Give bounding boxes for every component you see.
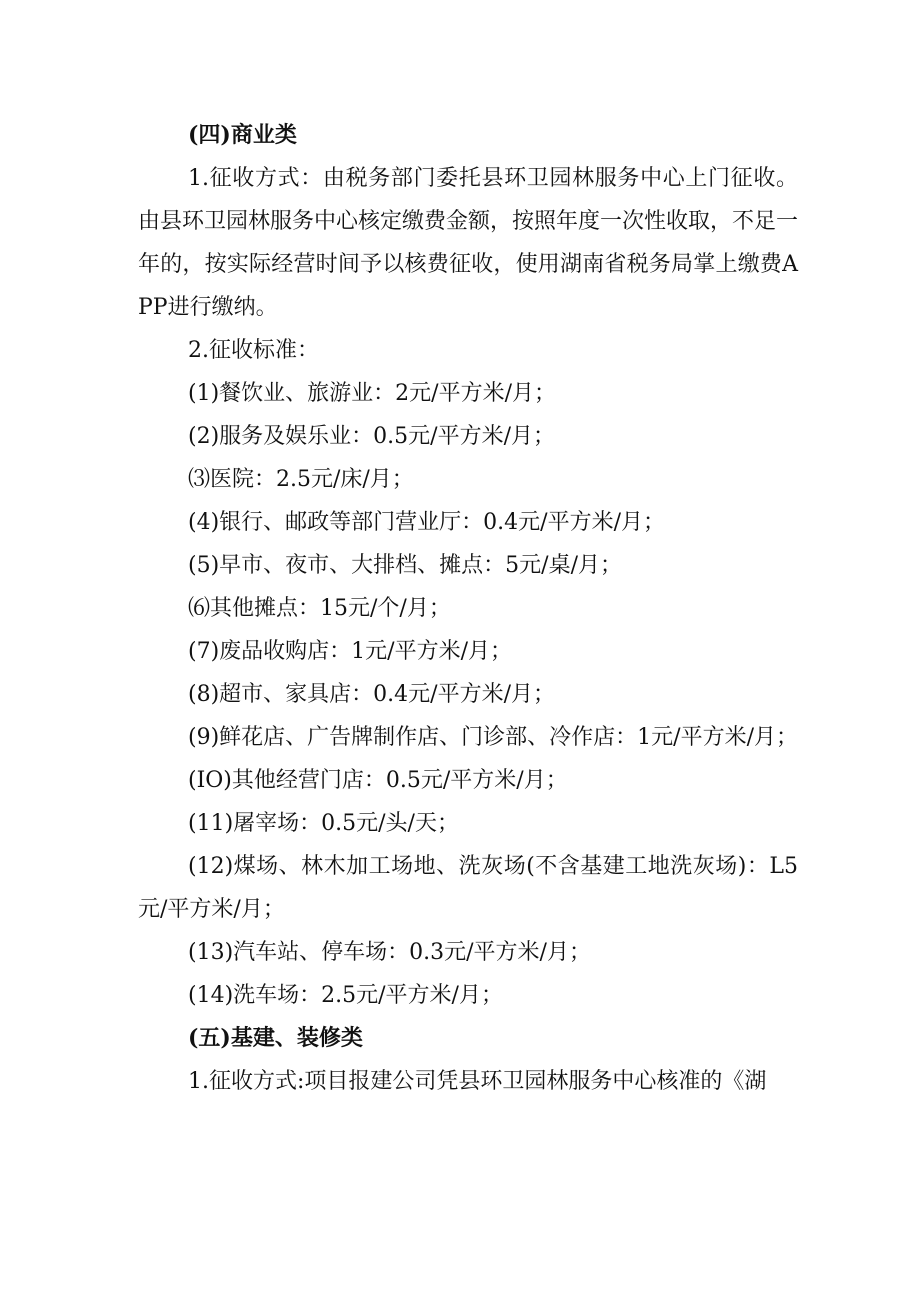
paragraph-collection-method: 1.征收方式：由税务部门委托县环卫园林服务中心上门征收。由县环卫园林服务中心核定缴费金额，按照年度一次性收取，不足一年的，按实际经营时间予以核费征收，使用湖南省税务局掌上缴费APP进行缴纳。 — [138, 166, 799, 320]
section-heading-commercial: (四)商业类 — [188, 122, 297, 148]
list-item-market: (5)早市、夜市、大排档、摊点：5元/桌/月； — [188, 553, 622, 578]
paragraph-construction-method: 1.征收方式:项目报建公司凭县环卫园林服务中心核准的《湖 — [188, 1069, 767, 1094]
list-item-bus-station: (13)汽车站、停车场：0.3元/平方米/月； — [188, 940, 591, 965]
list-item-slaughterhouse: (11)屠宰场：0.5元/头/天； — [188, 811, 459, 836]
list-item-recycling: (7)废品收购店：1元/平方米/月； — [188, 639, 512, 664]
list-item-bank: (4)银行、邮政等部门营业厅：0.4元/平方米/月； — [188, 510, 665, 535]
list-item-supermarket: (8)超市、家具店：0.4元/平方米/月； — [188, 682, 555, 707]
list-item-coal-yard: (12)煤场、林木加工场地、洗灰场(不含基建工地洗灰场)：L5元/平方米/月； — [138, 854, 798, 922]
section-heading-construction: (五)基建、装修类 — [188, 1025, 363, 1051]
list-item-other-stores: (IO)其他经营门店：0.5元/平方米/月； — [188, 768, 568, 793]
list-item-hospital: ⑶医院：2.5元/床/月； — [188, 467, 414, 492]
list-item-other-stalls: ⑹其他摊点：15元/个/月； — [188, 596, 451, 621]
paragraph-collection-standard: 2.征收标准： — [188, 338, 319, 363]
list-item-service: (2)服务及娱乐业：0.5元/平方米/月； — [188, 424, 555, 449]
list-item-catering: (1)餐饮业、旅游业：2元/平方米/月； — [188, 381, 556, 406]
list-item-car-wash: (14)洗车场：2.5元/平方米/月； — [188, 983, 503, 1008]
list-item-florist: (9)鲜花店、广告牌制作店、门诊部、冷作店：1元/平方米/月； — [188, 725, 798, 750]
document-body — [138, 114, 798, 1103]
